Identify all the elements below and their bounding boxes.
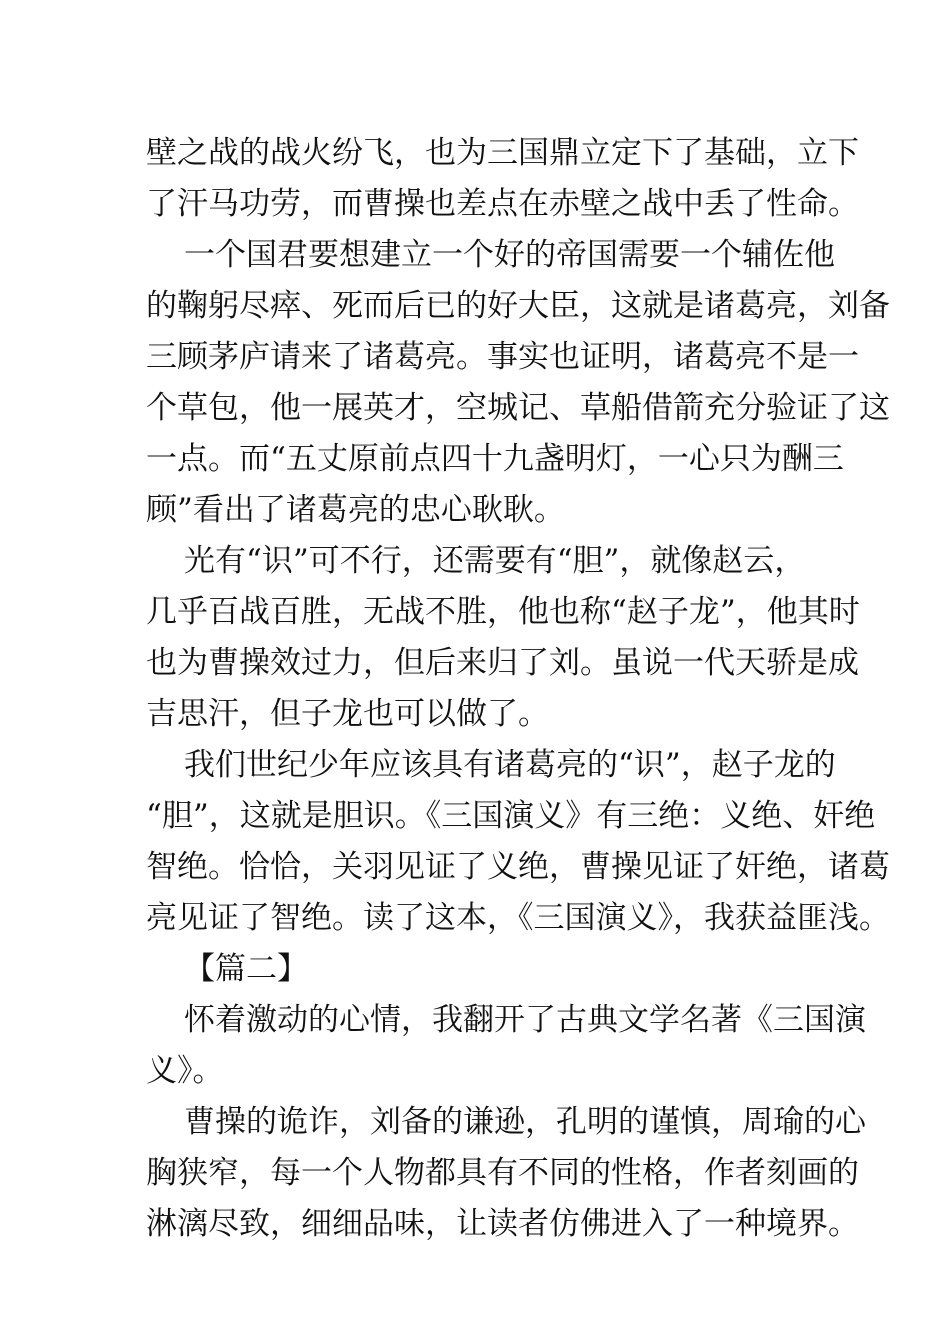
text-line: 吉思汗，但子龙也可以做了。 [146,696,549,732]
text-line: 亮见证了智绝。读了这本，《三国演义》，我获益匪浅。 [146,900,890,936]
text-line: 胸狭窄，每一个人物都具有不同的性格，作者刻画的 [146,1155,859,1191]
text-line: 义》。 [146,1053,224,1089]
paragraph-start-line: 怀着激动的心情，我翻开了古典文学名著《三国演 [184,1002,866,1038]
text-line: 顾”看出了诸葛亮的忠心耿耿。 [146,492,565,528]
text-line: 三顾茅庐请来了诸葛亮。事实也证明，诸葛亮不是一 [146,339,859,375]
text-line: 一点。而“五丈原前点四十九盏明灯，一心只为酬三 [146,441,844,477]
text-line: 也为曹操效过力，但后来归了刘。虽说一代天骄是成 [146,645,859,681]
paragraph-start-line: 我们世纪少年应该具有诸葛亮的“识”，赵子龙的 [184,747,836,783]
text-line: “胆”，这就是胆识。《三国演义》有三绝：义绝、奸绝 [146,798,876,834]
text-line: 淋漓尽致，细细品味，让读者仿佛进入了一种境界。 [146,1206,859,1242]
text-line: 的鞠躬尽瘁、死而后已的好大臣，这就是诸葛亮，刘备 [146,288,890,324]
paragraph-start-line: 一个国君要想建立一个好的帝国需要一个辅佐他 [184,237,835,273]
text-line: 智绝。恰恰，关羽见证了义绝，曹操见证了奸绝，诸葛 [146,849,890,885]
text-line: 个草包，他一展英才，空城记、草船借箭充分验证了这 [146,390,890,426]
text-line: 了汗马功劳，而曹操也差点在赤壁之战中丢了性命。 [146,186,859,222]
section-heading: 【篇二】 [184,951,308,987]
text-line: 几乎百战百胜，无战不胜，他也称“赵子龙”，他其时 [146,594,860,630]
document-body [146,128,890,1250]
paragraph-start-line: 光有“识”可不行，还需要有“胆”，就像赵云， [184,543,806,579]
text-line: 壁之战的战火纷飞，也为三国鼎立定下了基础，立下 [146,135,859,171]
paragraph-start-line: 曹操的诡诈，刘备的谦逊，孔明的谨慎，周瑜的心 [184,1104,866,1140]
